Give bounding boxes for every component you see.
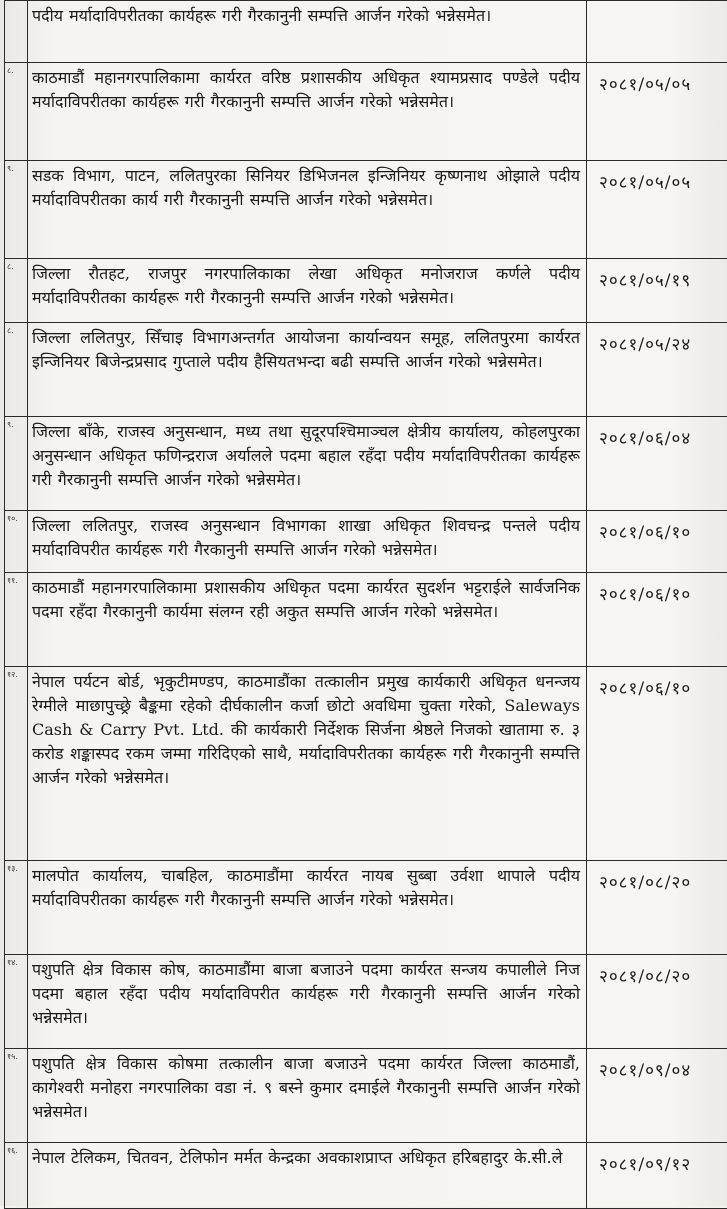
case-description: काठमाडौं महानगरपालिकामा प्रशासकीय अधिकृत पदमा कार्यरत सुदर्शन भट्टराईले सार्वजनिक पदमा रहँदा गैरकानुनी कार्यमा संलग्न रही अकुत सम्पत्ति आर्जन गरेको भन्नेसमेत। <box>28 573 587 667</box>
table-row <box>5 511 727 573</box>
table-row <box>5 1 727 63</box>
serial-number: ८. <box>5 259 28 323</box>
table-row <box>5 667 727 861</box>
case-date: २०८१/०६/१० <box>587 667 727 861</box>
case-list-table <box>4 0 727 1209</box>
case-description: पशुपति क्षेत्र विकास कोष, काठमाडौंमा बाजा बजाउने पदमा कार्यरत सन्जय कपालीले निज पदमा बहाल रहँदा पदीय मर्यादाविपरीत कार्यहरू गरी गैरकानुनी सम्पत्ति आर्जन गरेको भन्नेसमेत। <box>28 955 587 1049</box>
serial-number: १६. <box>5 1143 28 1209</box>
case-date: २०८१/०६/१० <box>587 511 727 573</box>
case-description: काठमाडौं महानगरपालिकामा कार्यरत वरिष्ठ प्रशासकीय अधिकृत श्यामप्रसाद पण्डेले पदीय मर्यादाविपरीतका कार्यहरू गरी गैरकानुनी सम्पत्ति आर्जन गरेको भन्नेसमेत। <box>28 63 587 161</box>
case-date: २०८१/०८/२० <box>587 861 727 955</box>
case-description: जिल्ला ललितपुर, राजस्व अनुसन्धान विभागका शाखा अधिकृत शिवचन्द्र पन्तले पदीय मर्यादाविपरीत कार्यहरू गरी गैरकानुनी सम्पत्ति आर्जन गरेको भन्नेसमेत। <box>28 511 587 573</box>
serial-number: १३. <box>5 861 28 955</box>
table-row <box>5 955 727 1049</box>
serial-number: ८. <box>5 323 28 417</box>
case-date: २०८१/०६/०४ <box>587 417 727 511</box>
table-row <box>5 1143 727 1209</box>
case-description: मालपोत कार्यालय, चाबहिल, काठमाडौंमा कार्यरत नायब सुब्बा उर्वशा थापाले पदीय मर्यादाविपरीतका कार्यहरू गरी गैरकानुनी सम्पत्ति आर्जन गरेको भन्नेसमेत। <box>28 861 587 955</box>
serial-number: १५. <box>5 1049 28 1143</box>
case-description: पशुपति क्षेत्र विकास कोषमा तत्कालीन बाजा बजाउने पदमा कार्यरत जिल्ला काठमाडौं, कागेश्वरी मनोहरा नगरपालिका वडा नं. ९ बस्ने कुमार दमाईले गैरकानुनी सम्पत्ति आर्जन गरेको भन्नेसमेत। <box>28 1049 587 1143</box>
serial-number: ९. <box>5 417 28 511</box>
table-row <box>5 417 727 511</box>
serial-number: १०. <box>5 511 28 573</box>
case-date: २०८१/०५/०५ <box>587 63 727 161</box>
case-date: २०८१/०९/१२ <box>587 1143 727 1209</box>
serial-number: १२. <box>5 667 28 861</box>
case-description: जिल्ला ललितपुर, सिँचाइ विभागअन्तर्गत आयोजना कार्यान्वयन समूह, ललितपुरमा कार्यरत इन्जिनियर बिजेन्द्रप्रसाद गुप्ताले पदीय हैसियतभन्दा बढी सम्पत्ति आर्जन गरेको भन्नेसमेत। <box>28 323 587 417</box>
serial-number: ११. <box>5 573 28 667</box>
case-description: पदीय मर्यादाविपरीतका कार्यहरू गरी गैरकानुनी सम्पत्ति आर्जन गरेको भन्नेसमेत। <box>28 1 587 63</box>
table-row <box>5 1049 727 1143</box>
case-description: सडक विभाग, पाटन, ललितपुरका सिनियर डिभिजनल इन्जिनियर कृष्णनाथ ओझाले पदीय मर्यादाविपरीतका कार्य गरी गैरकानुनी सम्पत्ति आर्जन गरेको भन्नेसमेत। <box>28 161 587 259</box>
case-description: नेपाल पर्यटन बोर्ड, भृकुटीमण्डप, काठमाडौंका तत्कालीन प्रमुख कार्यकारी अधिकृत धनन्जय रेग्मीले माछापुच्छ्रे बैङ्कमा रहेको दीर्घकालीन कर्जा छोटो अवधिमा चुक्ता गरेको, Saleways Cash & Carry Pvt. Ltd. की कार्यकारी निर्देशक सिर्जना श्रेष्ठले निजको खातामा रु. ३ करोड शङ्कास्पद रकम जम्मा गरिदिएको साथै, मर्यादाविपरीतका कार्यहरू गरी गैरकानुनी सम्पत्ति आर्जन गरेको भन्नेसमेत। <box>28 667 587 861</box>
table-row <box>5 63 727 161</box>
case-description: जिल्ला बाँके, राजस्व अनुसन्धान, मध्य तथा सुदूरपश्चिमाञ्चल क्षेत्रीय कार्यालय, कोहलपुरका अनुसन्धान अधिकृत फणिन्द्रराज अर्यालले पदमा बहाल रहँदा पदीय मर्यादाविपरीतका कार्यहरू गरी गैरकानुनी सम्पत्ति आर्जन गरेको भन्नेसमेत। <box>28 417 587 511</box>
table-row <box>5 573 727 667</box>
case-list-body <box>5 1 727 1209</box>
serial-number <box>5 1 28 63</box>
case-date: २०८१/०९/०४ <box>587 1049 727 1143</box>
serial-number: ९. <box>5 161 28 259</box>
table-row <box>5 259 727 323</box>
table-row <box>5 161 727 259</box>
case-date <box>587 1 727 63</box>
case-date: २०८१/०५/०५ <box>587 161 727 259</box>
table-row <box>5 323 727 417</box>
case-description: नेपाल टेलिकम, चितवन, टेलिफोन मर्मत केन्द्रका अवकाशप्राप्त अधिकृत हरिबहादुर के.सी.ले <box>28 1143 587 1209</box>
serial-number: ८. <box>5 63 28 161</box>
case-description: जिल्ला रौतहट, राजपुर नगरपालिकाका लेखा अधिकृत मनोजराज कर्णले पदीय मर्यादाविपरीतका कार्यहरू गरी गैरकानुनी सम्पत्ति आर्जन गरेको भन्नेसमेत। <box>28 259 587 323</box>
case-date: २०८१/०५/१९ <box>587 259 727 323</box>
case-date: २०८१/०८/२० <box>587 955 727 1049</box>
serial-number: १४. <box>5 955 28 1049</box>
case-date: २०८१/०५/२४ <box>587 323 727 417</box>
case-date: २०८१/०६/१० <box>587 573 727 667</box>
table-row <box>5 861 727 955</box>
